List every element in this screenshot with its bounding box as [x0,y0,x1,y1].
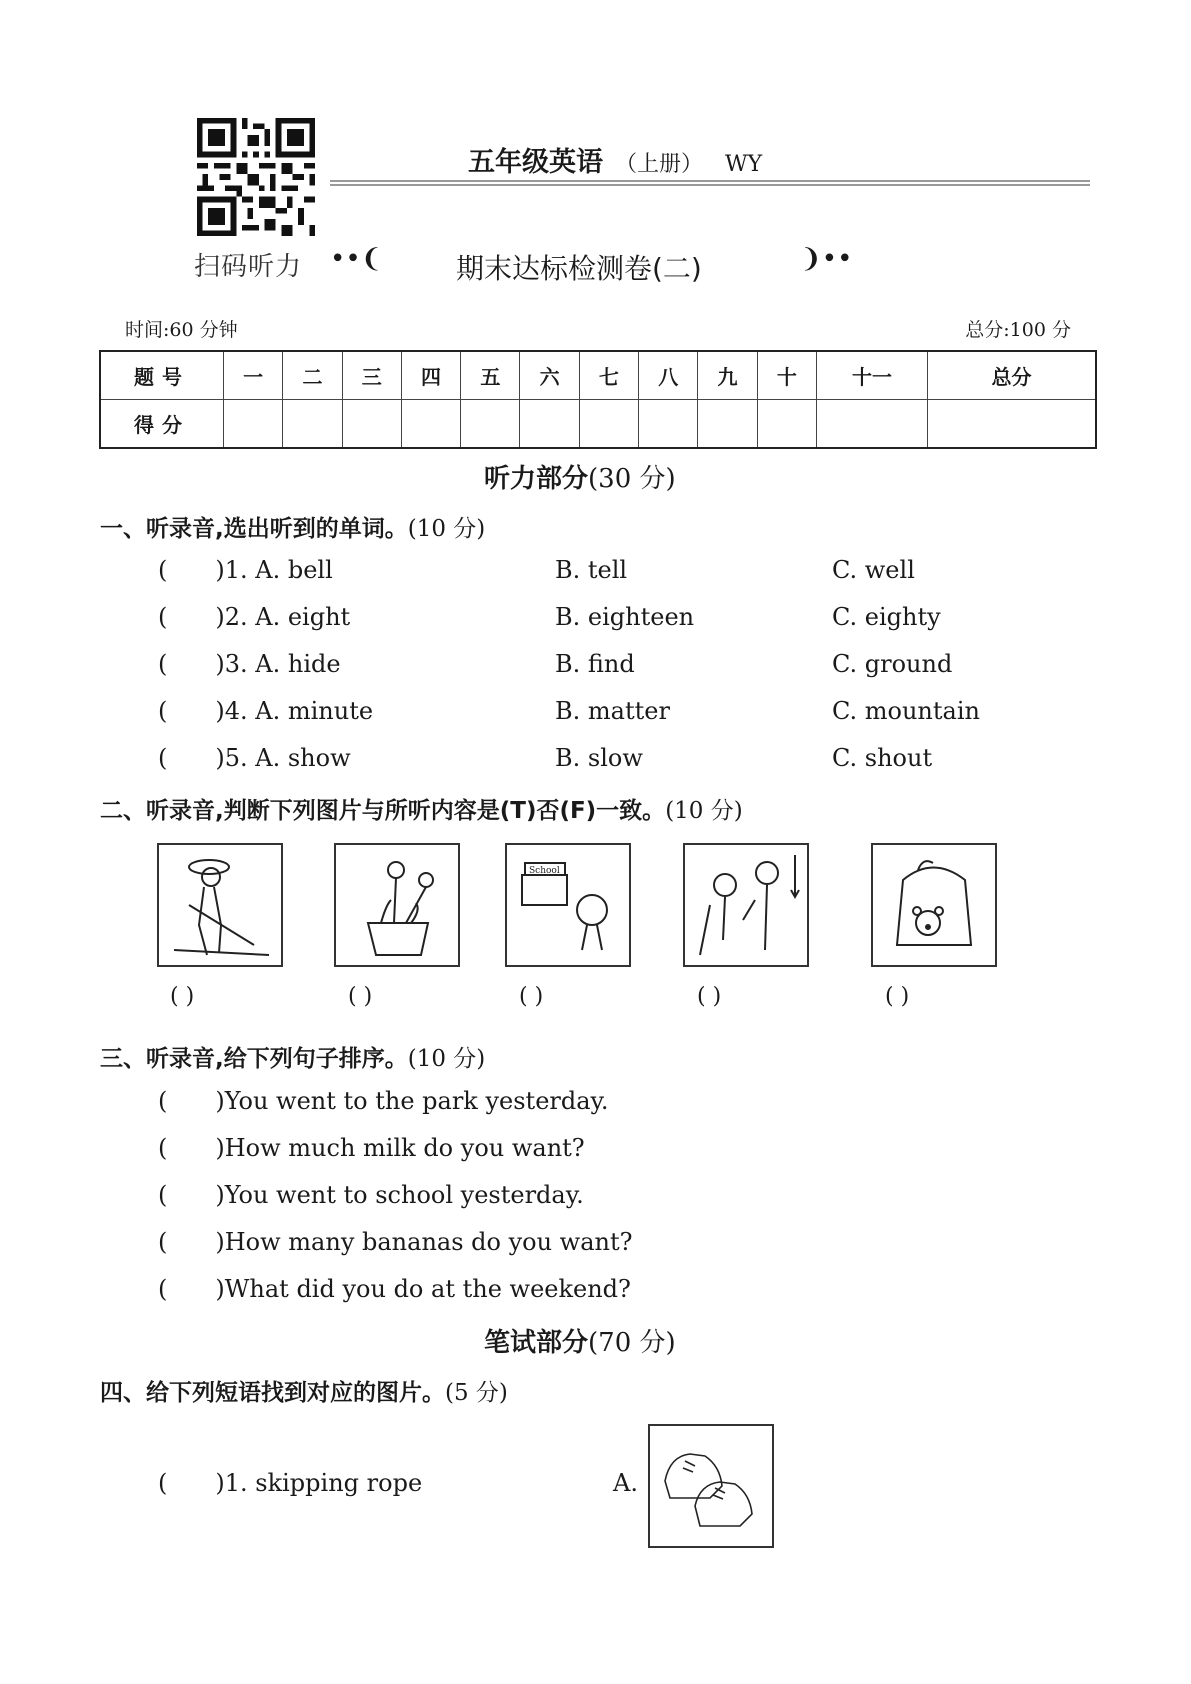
col-8: 八 [639,351,698,400]
option-a: )4. A. minute [215,697,374,725]
q3-item-4 [158,1228,633,1256]
phrase: )1. skipping rope [215,1469,423,1497]
col-9: 九 [698,351,757,400]
answer-blank[interactable]: ( [158,744,168,772]
score-cell-11[interactable] [816,400,927,449]
score-cell-6[interactable] [520,400,579,449]
score-cell-1[interactable] [224,400,283,449]
q2-heading-text: 二、听录音,判断下列图片与所听内容是(T)否(F)一致。 [100,798,666,824]
col-5: 五 [461,351,520,400]
tf-blank-2[interactable]: ( ) [348,984,373,1009]
q1-item-5-c: C. shout [832,744,933,772]
col-total: 总分 [928,351,1097,400]
score-cell-4[interactable] [401,400,460,449]
book-volume: （上册） [615,152,704,177]
qr-label: 扫码听力 [194,252,303,282]
q4-option-a-label: A. [613,1469,638,1497]
book-edition-code: WY [725,152,763,177]
sentence: )How much milk do you want? [215,1134,585,1162]
score-label: 得分 [100,400,224,449]
q4-heading-text: 四、给下列短语找到对应的图片。 [100,1380,445,1406]
question-number-label: 题号 [100,351,224,400]
sentence: )You went to school yesterday. [215,1181,584,1209]
score-cell-10[interactable] [757,400,816,449]
q3-item-5 [158,1275,631,1303]
option-a: )1. A. bell [215,556,333,584]
q1-item-3 [158,650,341,678]
q1-item-1-c: C. well [832,556,915,584]
answer-blank[interactable]: ( [158,1134,168,1162]
sneakers-icon [648,1424,774,1548]
q4-heading [100,1374,508,1407]
score-cell-7[interactable] [579,400,638,449]
tf-blank-1[interactable]: ( ) [170,984,195,1009]
girl-helping-grandpa-icon [683,843,809,967]
total-score: 总分:100 分 [965,319,1071,341]
q3-item-1 [158,1087,609,1115]
q3-heading-text: 三、听录音,给下列句子排序。 [100,1046,408,1072]
score-cell-8[interactable] [639,400,698,449]
time-limit: 时间:60 分钟 [125,319,238,341]
q1-item-4-b: B. matter [555,697,670,725]
col-1: 一 [224,351,283,400]
q3-item-2 [158,1134,585,1162]
option-a: )2. A. eight [215,603,351,631]
tf-blank-3[interactable]: ( ) [519,984,544,1009]
decorative-bracket-right-icon: ❩•• [800,244,853,274]
q3-item-3 [158,1181,584,1209]
answer-blank[interactable]: ( [158,1228,168,1256]
q1-item-4 [158,697,373,725]
decorative-bracket-left-icon: ••❨ [330,244,383,274]
book-title [468,140,762,179]
answer-blank[interactable]: ( [158,603,168,631]
q1-item-2-c: C. eighty [832,603,941,631]
col-7: 七 [579,351,638,400]
q3-heading [100,1040,485,1073]
score-table [99,350,1097,449]
qr-code[interactable] [197,118,315,236]
listening-title-text: 听力部分 [484,464,589,494]
option-a: )3. A. hide [215,650,341,678]
q1-item-2-b: B. eighteen [555,603,695,631]
q1-item-3-b: B. find [555,650,635,678]
answer-blank[interactable]: ( [158,1275,168,1303]
potted-flower-icon [334,843,460,967]
answer-blank[interactable]: ( [158,650,168,678]
backpack-icon [871,843,997,967]
sentence: )What did you do at the weekend? [215,1275,631,1303]
tf-blank-5[interactable]: ( ) [885,984,910,1009]
col-2: 二 [283,351,342,400]
col-10: 十 [757,351,816,400]
answer-blank[interactable]: ( [158,556,168,584]
score-table-score-row [100,400,1096,449]
q1-item-1-b: B. tell [555,556,628,584]
score-cell-2[interactable] [283,400,342,449]
col-4: 四 [401,351,460,400]
score-cell-3[interactable] [342,400,401,449]
col-6: 六 [520,351,579,400]
writing-points: (70 分) [588,1328,676,1358]
score-cell-5[interactable] [461,400,520,449]
score-cell-total[interactable] [928,400,1097,449]
q1-item-2 [158,603,350,631]
answer-blank[interactable]: ( [158,1087,168,1115]
q1-heading [100,510,485,543]
boy-going-to-school-icon [505,843,631,967]
q1-heading-text: 一、听录音,选出听到的单词。 [100,516,408,542]
exam-title: 期末达标检测卷(二) [456,252,702,285]
q4-points: (5 分) [445,1380,508,1406]
q1-item-3-c: C. ground [832,650,953,678]
score-table-header-row [100,351,1096,400]
q1-item-1 [158,556,333,584]
q1-item-4-c: C. mountain [832,697,980,725]
option-a: )5. A. show [215,744,351,772]
col-3: 三 [342,351,401,400]
q1-item-5-b: B. slow [555,744,643,772]
writing-section-title [484,1322,676,1359]
farmer-digging-icon [157,843,283,967]
sentence: )You went to the park yesterday. [215,1087,609,1115]
listening-section-title [484,458,676,495]
header-double-rule [330,180,1090,186]
q3-points: (10 分) [407,1046,486,1072]
q1-item-5 [158,744,351,772]
col-11: 十一 [816,351,927,400]
answer-blank[interactable]: ( [158,1469,168,1497]
q2-points: (10 分) [665,798,743,824]
book-subject: 五年级英语 [468,147,603,178]
tf-blank-4[interactable]: ( ) [697,984,722,1009]
answer-blank[interactable]: ( [158,1181,168,1209]
listening-points: (30 分) [588,464,676,494]
writing-title-text: 笔试部分 [484,1328,589,1358]
answer-blank[interactable]: ( [158,697,168,725]
q2-heading [100,792,743,825]
q1-points: (10 分) [407,516,486,542]
sentence: )How many bananas do you want? [215,1228,633,1256]
svg-text:School: School [529,866,560,876]
q4-item-1 [158,1469,422,1497]
score-cell-9[interactable] [698,400,757,449]
